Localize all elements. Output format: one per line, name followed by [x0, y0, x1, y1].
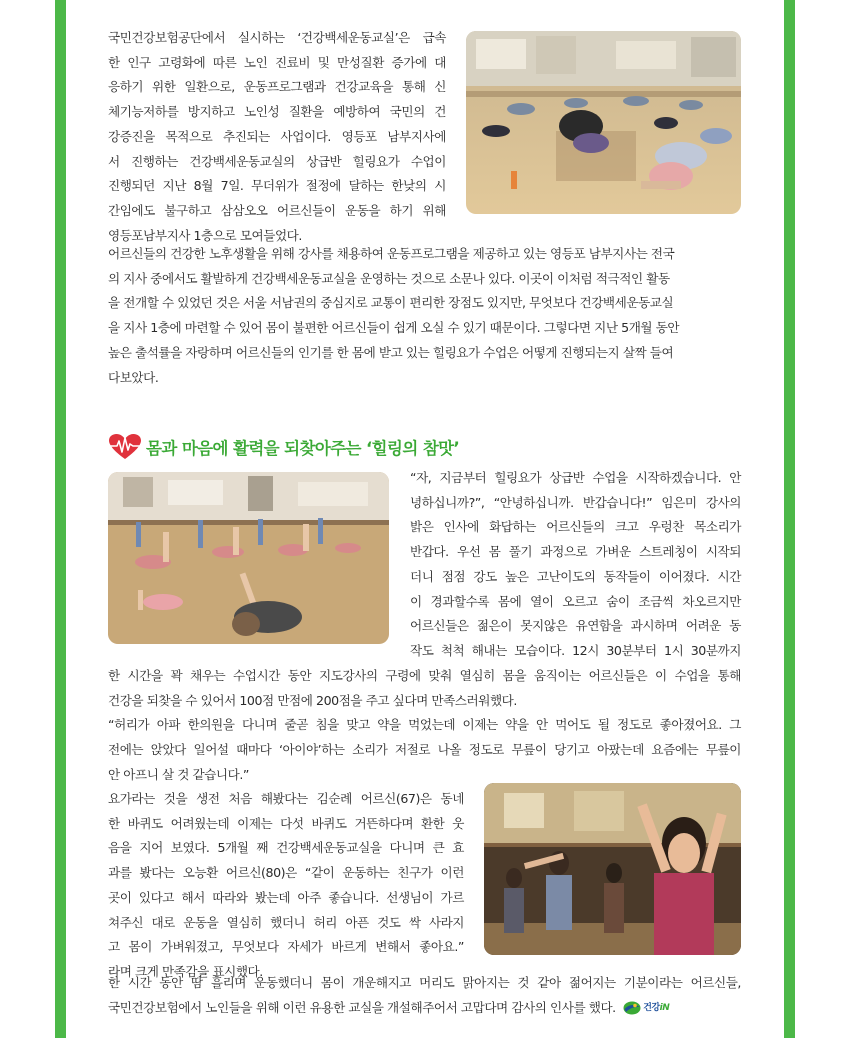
- text-line: 어르신들은 젊은이 못지않은 유연함을 과시하며 어려운 동: [410, 618, 741, 634]
- text-line: 곳이 있다고 해서 따라와 봤는데 아주 좋습니다. 선생님이 가르: [108, 889, 464, 905]
- section-heading: [108, 432, 459, 462]
- text-line: 한 인구 고령화에 따른 노인 진료비 및 만성질환 증가에 대: [108, 54, 446, 70]
- text-line: 서 진행하는 건강백세운동교실의 상급반 힐링요가 수업이: [108, 153, 446, 169]
- heartbeat-icon: [108, 433, 142, 461]
- logo-text: [643, 996, 669, 1021]
- photo-instructor-stretch: [484, 783, 741, 955]
- quote-line: “허리가 아파 한의원을 다니며 줄곧 침을 맞고 약을 먹었는데 이제는 약을 안 먹어도 될 정도로 좋아졌어요. 그: [108, 717, 741, 733]
- text-line: 의 지사 중에서도 활발하게 건강백세운동교실을 운영하는 것으로 소문나 있다. 이곳이 이처럼 적극적인 활동: [108, 270, 670, 286]
- text-line: 어르신들의 건강한 노후생활을 위해 강사를 채용하여 운동프로그램을 제공하고 있는 영등포 남부지사는 전국: [108, 246, 675, 261]
- left-green-border: [55, 0, 66, 1038]
- text-line: 국민건강보험공단에서 실시하는 ‘건강백세운동교실’은 급속: [108, 30, 446, 45]
- text-line: 을 지사 1층에 마련할 수 있어 몸이 불편한 어르신들이 쉽게 오실 수 있기 때문이다. 그렇다면 지난 5개월 동안: [108, 320, 680, 336]
- body-paragraph-1: [108, 242, 741, 390]
- text-line: 라며 크게 만족감을 표시했다.: [108, 963, 263, 979]
- logo-swoosh-icon: [623, 1001, 641, 1015]
- text-line: 작도 척척 해내는 모습이다. 12시 30분부터 1시 30분까지: [410, 642, 741, 658]
- text-line: 진행되던 지난 8월 7일. 무더위가 절정에 달하는 한낮의 시: [108, 178, 446, 194]
- text-line: 음을 지어 보였다. 5개월 째 건강백세운동교실을 다니며 큰 효: [108, 840, 464, 856]
- text-line: 요가라는 것을 생전 처음 해봤다는 김순례 어르신(67)은 동네: [108, 791, 464, 806]
- quote-line: 안 아프니 살 것 같습니다.”: [108, 766, 249, 782]
- body-paragraph-2: [410, 466, 741, 664]
- text-line: “자, 지금부터 힐링요가 상급반 수업을 시작하겠습니다. 안: [410, 470, 741, 485]
- text-line: 한 시간 동안 땀 흘리며 운동했더니 몸이 개운해지고 머리도 맑아지는 것 같아 젊어지는 기분이라는 어르신들,: [108, 975, 741, 990]
- text-line: 한 바퀴도 어려웠는데 이제는 다섯 바퀴도 거뜬하다며 환한 웃: [108, 815, 464, 831]
- logo-word: 건강: [643, 1002, 660, 1013]
- text-line: 응하기 위한 일환으로, 운동프로그램과 건강교육을 통해 신: [108, 79, 446, 95]
- magazine-logo: [623, 996, 669, 1021]
- text-line: [108, 996, 741, 1021]
- right-green-border: [784, 0, 795, 1038]
- photo-yoga-leg-stretch: [108, 472, 389, 644]
- text-line: 과를 봤다는 오능환 어르신(80)은 “같이 운동하는 친구가 이런: [108, 865, 464, 881]
- text-line: 다보았다.: [108, 369, 159, 385]
- text-line: 이 경과할수록 몸에 열이 오르고 숨이 조금씩 차오르지만: [410, 593, 741, 609]
- text-line: 쳐주신 대로 운동을 열심히 했더니 허리 아픈 것도 싹 사라지: [108, 914, 464, 930]
- text-line: 고 몸이 가벼워졌고, 무엇보다 자세가 바르게 변해서 좋아요.”: [108, 939, 464, 955]
- text-line-content: 국민건강보험에서 노인들을 위해 이런 유용한 교실을 개설해주어서 고맙다며 감사의 인사를 했다.: [108, 999, 616, 1015]
- body-paragraph-4: [108, 787, 464, 985]
- text-line: 녕하십니까?”, “안녕하십니까. 반갑습니다!” 임은미 강사의: [410, 494, 741, 510]
- text-line: 한 시간을 꽉 채우는 수업시간 동안 지도강사의 구령에 맞춰 열심히 몸을 움직이는 어르신들은 이 수업을 통해: [108, 668, 741, 683]
- photo-yoga-class-stretch: [466, 31, 741, 214]
- text-line: 을 전개할 수 있었던 것은 서울 서남권의 중심지로 교통이 편리한 장점도 있지만, 무엇보다 건강백세운동교실: [108, 295, 674, 311]
- intro-paragraph: [108, 26, 446, 248]
- text-line: 높은 출석률을 자랑하며 어르신들의 인기를 한 몸에 받고 있는 힐링요가 수업은 어떻게 진행되는지 살짝 들여: [108, 344, 674, 360]
- text-line: 건강을 되찾을 수 있어서 100점 만점에 200점을 주고 싶다며 만족스러워했다.: [108, 692, 517, 708]
- text-line: 반갑다. 우선 몸 풀기 과정으로 가벼운 스트레칭이 시작되: [410, 544, 741, 560]
- quote-line: 전에는 앉았다 일어설 때마다 ‘아이야’하는 소리가 저절로 나올 정도로 무릎이 당기고 아팠는데 요즘에는 무릎이: [108, 742, 741, 758]
- text-line: 강증진을 목적으로 추진되는 사업이다. 영등포 남부지사에: [108, 128, 446, 144]
- body-paragraph-3: [108, 664, 741, 788]
- text-line: 간임에도 불구하고 삼삼오오 어르신들이 운동을 하기 위해: [108, 202, 446, 218]
- logo-in: iN: [659, 1002, 670, 1013]
- text-line: 밝은 인사에 화답하는 어르신들의 크고 우렁찬 목소리가: [410, 519, 741, 535]
- text-line: 체기능저하를 방지하고 노인성 질환을 예방하여 국민의 건: [108, 104, 446, 120]
- text-line: 영등포남부지사 1층으로 모여들었다.: [108, 227, 302, 243]
- section-title: 몸과 마음에 활력을 되찾아주는 ‘힐링의 참맛’: [146, 439, 460, 458]
- closing-paragraph: [108, 971, 741, 1021]
- text-line: 더니 점점 강도 높은 고난이도의 동작들이 이어졌다. 시간: [410, 568, 741, 584]
